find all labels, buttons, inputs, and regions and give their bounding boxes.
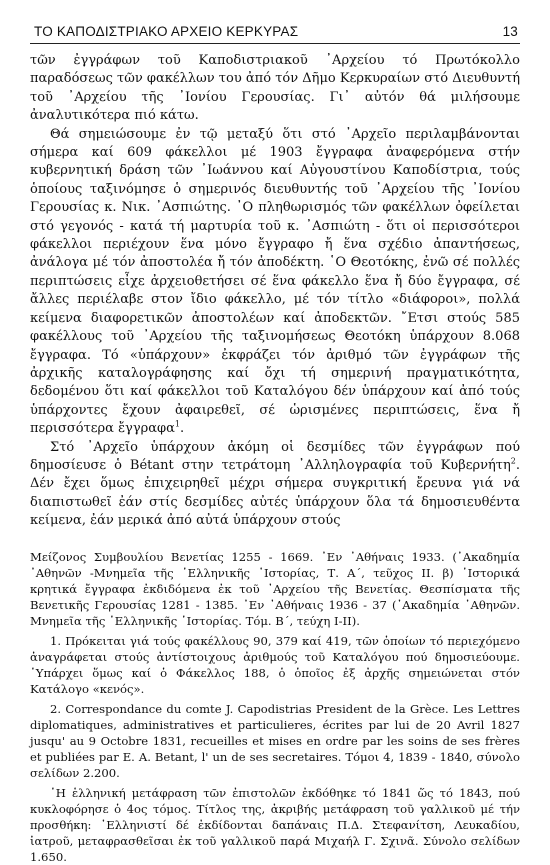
footnotes xyxy=(30,549,520,865)
paragraph-2-text: Θά σημειώσουμε ἐν τῷ μεταξύ ὅτι στό ᾿Αρχεῖο περιλαμβάνονται σήμερα καί 609 φάκελλοι μέ 1903 ἔγγραφα ἀναφερόμενα στήν κυβερνητική δράση τῶν ᾿Ιωάννου καί Αὐγουστίνου Καποδίστρια, τούς ὁποίους ταξινόμησε ὁ σημερινός διευθυντής τοῦ ᾿Αρχείου τῆς ᾿Ιονίου Γερουσίας κ. Νικ. ᾿Ασπιώτης. ᾿Ο πληθωρισμός τῶν φακέλλων ὀφείλεται στό γεγονός - κατά τή μαρτυρία τοῦ κ. ᾿Ασπιώτη - ὅτι οἱ περισσότεροι φάκελλοι περιέχουν ἕνα μόνο ἔγγραφο ἤ ἕνα σχέδιο ἀπαντήσεως, ἀνάλογα μέ τόν ἀποστολέα ἤ τόν ἀποδέκτη. ῾Ο Θεοτόκης, ἐνῶ σέ πολλές περιπτώσεις εἶχε ἀρχειοθετήσει σέ ἕνα φάκελλο ἕνα ἤ δύο ἔγγραφα, σέ ἄλλες περιέλαβε στον ἴδιο φάκελλο, μέ τόν τίτλο «διάφοροι», πολλά κείμενα διαφορετικῶν ἀποστολέων καί ἀποδεκτῶν. ῎Ετσι στούς 585 φακέλλους τοῦ ᾿Αρχείου τῆς ταξινομήσεως Θεοτόκη ὑπάρχουν 8.068 ἔγγραφα. Τό «ὑπάρχουν» ἐκφράζει τόν ἀριθμό τῶν ἐγγράφων τῆς ἀρχικῆς καταλογράφησης καί ὄχι τή σημερινή πραγματικότητα, δεδομένου ὅτι καί φάκελλοι τοῦ Καταλόγου δέν ὑπάρχουν καί ἀπό τούς ὑπάρχοντες ἔχουν ἀφαιρεθεῖ, σέ ὡρισμένες περιπτώσεις, ἕνα ἤ περισσότερα ἔγγραφα xyxy=(30,126,520,437)
paragraph-3-text: Στό ᾿Αρχεῖο ὑπάρχουν ἀκόμη οἱ δεσμίδες τῶν ἐγγράφων πού δημοσίευσε ὁ Bétant στην τετράτομη ᾿Αλληλογραφία τοῦ Κυβερνήτη xyxy=(30,439,520,473)
footnote-continuation: Μείζονος Συμβουλίου Βενετίας 1255 - 1669. ᾿Εν ᾿Αθήναις 1933. (᾿Ακαδημία ᾿Αθηνῶν -Μνημεῖα τῆς ῾Ελληνικῆς ῾Ιστορίας, Τ. Α΄, τεῦχος ΙΙ. β) ῾Ιστορικά κρητικά ἔγγραφα ἐκδιδόμενα ἐκ τοῦ ᾿Αρχείου τῆς Βενετίας. Θεσπίσματα τῆς Βενετικῆς Γερουσίας 1281 - 1385. ᾿Εν ᾿Αθήναις 1936 - 37 (᾿Ακαδημία ᾿Αθηνῶν. Μνημεῖα τῆς ῾Ελληνικῆς ῾Ιστορίας. Τόμ. Β΄, τεύχη Ι-ΙΙ). xyxy=(30,549,520,628)
paragraph-2 xyxy=(30,126,520,439)
page-number: 13 xyxy=(502,24,518,39)
running-header xyxy=(34,24,518,39)
paragraph-2-end: . xyxy=(180,421,185,437)
paragraph-3 xyxy=(30,439,520,531)
footnote-ref-2[interactable]: 2 xyxy=(510,456,516,466)
footnote-1: 1. Πρόκειται γιά τούς φακέλλους 90, 379 καί 419, τῶν ὁποίων τό περιεχόμενο ἀναγράφεται στούς ἀντίστοιχους ἀριθμούς τοῦ Καταλόγου πού δημοσιεύουμε. ῾Υπάρχει ὅμως καί ὁ Φάκελλος 188, ὁ ὁποῖος ἐξ ἀρχῆς σημειώνεται στόν Κατάλογο «κενός». xyxy=(30,633,520,696)
footnote-ref-1[interactable]: 1 xyxy=(174,419,180,429)
footnote-2: 2. Correspondance du comte J. Capodistrias President de la Grèce. Les Lettres diplomatiques, administratives et particulieres, écrites par lui de 20 Avril 1827 jusqu' au 9 Octobre 1831, recueilles et mises en ordre par les soins de ses frères et publiées par E. A. Betant, l' un de ses secretaires. Τόμοι 4, 1839 - 1840, σύνολο σελίδων 2.200. xyxy=(30,701,520,780)
paragraph-1: τῶν ἐγγράφων τοῦ Καποδιστριακοῦ ᾿Αρχείου τό Πρωτόκολλο παραδόσεως τῶν φακέλλων του ἀπό τόν Δῆμο Κερκυραίων στό Διευθυντή τοῦ ᾿Αρχείου τῆς ᾿Ιονίου Γερουσίας. Γι᾿ αὐτόν θά μιλήσουμε ἀναλυτικότερα πιό κάτω. xyxy=(30,53,520,124)
header-rule xyxy=(30,43,520,44)
main-text xyxy=(30,52,520,531)
paragraph-3-rest: . Δέν ἔχει ὅμως ἐπιχειρηθεῖ μέχρι σήμερα συγκριτική ἔρευνα γιά νά διαπιστωθεῖ ἐάν στίς δεσμίδες αὐτές ὑπάρχουν ὅλα τά δημοσιευθέντα κείμενα, ἐάν μερικά ἀπό αὐτά ὑπάρχουν στούς xyxy=(30,457,520,529)
footnote-2-continued: ῾Η ἑλληνική μετάφραση τῶν ἐπιστολῶν ἐκδόθηκε τό 1841 ὥς τό 1843, πού κυκλοφόρησε ὁ 4ος τόμος. Τίτλος της, ἀκριβής μετάφραση τοῦ γαλλικοῦ μέ τήν προσθήκη: ῾Ελληνιστί δέ ἐκδίδονται δαπάναις Π.Δ. Στεφανίτση, Λευκαδίου, ἰατροῦ, μεταφρασθεῖσαι ἐκ τοῦ γαλλικοῦ παρά Μιχαήλ Γ. Σχινᾶ. Σύνολο σελίδων 1.650. xyxy=(30,785,520,864)
running-title: ΤΟ ΚΑΠΟΔΙΣΤΡΙΑΚΟ ΑΡΧΕΙΟ ΚΕΡΚΥΡΑΣ xyxy=(34,24,299,39)
